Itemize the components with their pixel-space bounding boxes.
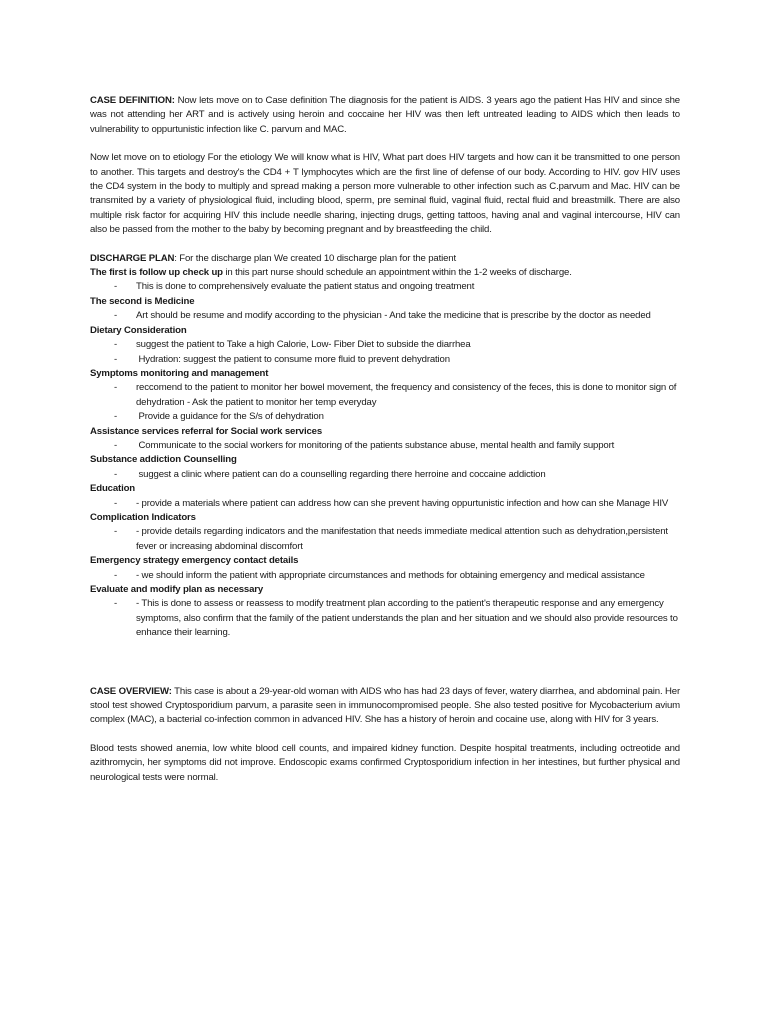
discharge-section-heading-bold: The first is follow up check up <box>90 267 223 279</box>
discharge-section-heading <box>90 367 680 381</box>
discharge-list-item-text: - we should inform the patient with appropriate circumstances and methods for obtaining emergency and medical assistance <box>136 569 645 581</box>
discharge-list-item-text: reccomend to the patient to monitor her bowel movement, the frequency and consistency of the feces, this is done to monitor sign of dehydration - Ask the patient to monitor her temp everyday <box>136 382 679 408</box>
discharge-list-item-text: - provide details regarding indicators and the manifestation that needs immediate medical attention such as dehydration,persistent fever or increasing abdominal discomfort <box>136 526 671 552</box>
dash-bullet: - <box>113 526 117 538</box>
discharge-list-item <box>90 280 680 294</box>
dash-bullet: - <box>113 339 117 351</box>
dash-bullet: - <box>113 382 117 394</box>
discharge-list-item <box>90 338 680 352</box>
dash-bullet: - <box>113 353 117 365</box>
discharge-plan-intro <box>90 252 680 266</box>
discharge-list-item-text: Communicate to the social workers for monitoring of the patients substance abuse, mental health and family support <box>136 439 615 451</box>
discharge-section-heading-bold: The second is Medicine <box>90 295 195 307</box>
discharge-section-heading-bold: Dietary Consideration <box>90 324 187 336</box>
discharge-list-item-text: Provide a guidance for the S/s of dehydration <box>136 411 324 423</box>
discharge-list-item-text: - provide a materials where patient can address how can she prevent having oppurtunistic infection and how can she Manage HIV <box>136 497 669 509</box>
case-definition-paragraph <box>90 94 680 137</box>
discharge-list-item <box>90 569 680 583</box>
dash-bullet: - <box>113 411 117 423</box>
discharge-list-item <box>90 439 680 453</box>
discharge-section-heading <box>90 266 680 280</box>
discharge-section-heading-bold: Assistance services referral for Social work services <box>90 425 323 437</box>
discharge-list-item-text: suggest the patient to Take a high Calorie, Low- Fiber Diet to subside the diarrhea <box>136 339 471 351</box>
discharge-list-item-text: Art should be resume and modify according to the physician - And take the medicine that is prescribe by the doctor as needed <box>136 310 651 322</box>
discharge-list-item <box>90 525 680 554</box>
discharge-list-item <box>90 468 680 482</box>
discharge-list-item <box>90 353 680 367</box>
discharge-section-heading-bold: Substance addiction Counselling <box>90 454 237 466</box>
discharge-plan-intro-text: : For the discharge plan We created 10 discharge plan for the patient <box>174 252 456 264</box>
discharge-section-heading <box>90 583 680 597</box>
discharge-list-item <box>90 381 680 410</box>
dash-bullet: - <box>113 468 117 480</box>
discharge-list-item-text: suggest a clinic where patient can do a counselling regarding there herroine and coccaine addiction <box>136 468 546 480</box>
discharge-section-heading-bold: Emergency strategy emergency contact details <box>90 555 299 567</box>
discharge-section-heading-bold: Education <box>90 483 136 495</box>
dash-bullet: - <box>113 569 117 581</box>
case-overview-label: CASE OVERVIEW: <box>90 685 172 697</box>
discharge-section-heading-bold: Complication Indicators <box>90 511 196 523</box>
discharge-list-item-text: Hydration: suggest the patient to consume more fluid to prevent dehydration <box>136 353 450 365</box>
discharge-list-item <box>90 410 680 424</box>
etiology-paragraph: Now let move on to etiology For the etiology We will know what is HIV, What part does HIV targets and how can it be transmitted to one person to another. This targets and destroy's the CD4 + T lymphocytes which are the first line of defense of our body. According to HIV. gov HIV uses the CD4 system in the body to multiply and spread making a person more vulnerable to other infection such as C.parvum and Mac. HIV can be transmited by a variety of physiological fluid, including blood, sperm, pre seminal fluid, vaginal fluid, rectal fluid and breastmilk. There are also multiple risk factor for acquiring HIV this include needle sharing, injecting drugs, getting tattoos, having anal and vaginal intercourse, HIV can also be passed from the mother to the baby by becoming pregnant and by breastfeeding the child. <box>90 152 680 236</box>
dash-bullet: - <box>113 310 117 322</box>
discharge-section-heading <box>90 482 680 496</box>
discharge-section-heading <box>90 425 680 439</box>
discharge-section-heading <box>90 453 680 467</box>
discharge-list-item-text: This is done to comprehensively evaluate the patient status and ongoing treatment <box>136 281 475 293</box>
discharge-section-heading <box>90 324 680 338</box>
dash-bullet: - <box>113 439 117 451</box>
dash-bullet: - <box>113 281 117 293</box>
discharge-list-item <box>90 497 680 511</box>
case-definition-text: Now lets move on to Case definition The diagnosis for the patient is AIDS. 3 years ago the patient Has HIV and since she was not attending her ART and is actively using heroin and coccaine her HIV was then left untreated leading to AIDS which then leads to vulnerability to oppurtunistic infection like C. parvum and MAC. <box>90 95 680 135</box>
case-overview-text: This case is about a 29-year-old woman with AIDS who has had 23 days of fever, watery diarrhea, and abdominal pain. Her stool test showed Cryptosporidium parvum, a parasite seen in immunocompromised people. She also tested positive for Mycobacterium avium complex (MAC), a bacterial co-infection common in advanced HIV. She has a history of heroin and cocaine use, along with HIV for 3 years. <box>90 685 681 726</box>
discharge-section-heading-rest: in this part nurse should schedule an appointment within the 1-2 weeks of discharge. <box>222 267 572 279</box>
discharge-list-item <box>90 597 680 640</box>
discharge-plan-label: DISCHARGE PLAN <box>90 252 175 264</box>
discharge-section-heading-bold: Evaluate and modify plan as necessary <box>90 584 264 595</box>
case-definition-label: CASE DEFINITION: <box>90 95 175 106</box>
blood-tests-paragraph: Blood tests showed anemia, low white blood cell counts, and impaired kidney function. Despite hospital treatments, including octreotide and azithromycin, her symptoms did not improve. Endoscopic exams confirmed Cryptosporidium infection in her intestines, but further physical and neurological tests were normal. <box>90 742 680 783</box>
discharge-list-item-text: - This is done to assess or reassess to modify treatment plan according to the patient's therapeutic response and any emergency symptoms, also confirm that the family of the patient understands the plan and her situation and we should also provide resources to enhance their learning. <box>136 598 681 639</box>
discharge-section-heading <box>90 554 680 568</box>
discharge-section-heading <box>90 511 680 525</box>
discharge-section-heading <box>90 295 680 309</box>
discharge-section-heading-bold: Symptoms monitoring and management <box>90 367 269 379</box>
discharge-plan-list <box>90 266 680 641</box>
dash-bullet: - <box>113 598 117 610</box>
dash-bullet: - <box>113 497 117 509</box>
case-overview-paragraph <box>90 685 680 728</box>
document-page <box>90 94 680 785</box>
discharge-list-item <box>90 309 680 323</box>
